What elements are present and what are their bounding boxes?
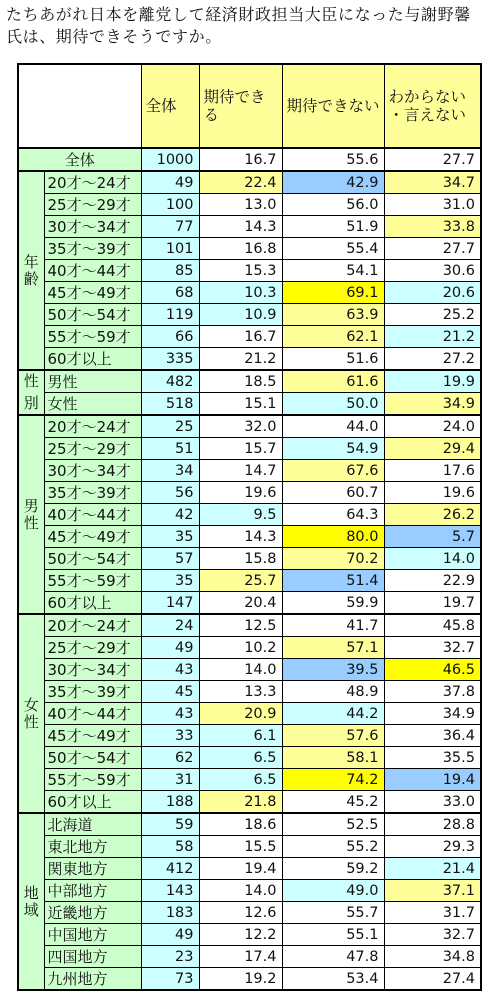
value-dont-know-cell: 19.7 <box>384 592 481 615</box>
group-label: 男性 <box>23 496 39 532</box>
row-label: 50才～54才 <box>44 304 141 326</box>
value-expect-cell: 32.0 <box>199 415 282 438</box>
sample-size-cell: 51 <box>141 438 199 460</box>
row-label: 40才～44才 <box>44 504 141 526</box>
sample-size-cell: 58 <box>141 836 199 858</box>
value-not-expect-cell: 61.6 <box>282 370 384 393</box>
value-expect-cell: 20.9 <box>199 703 282 725</box>
value-dont-know-cell: 19.4 <box>384 769 481 791</box>
value-dont-know-cell: 21.4 <box>384 858 481 880</box>
table-row <box>18 526 481 548</box>
row-label: 55才～59才 <box>44 769 141 791</box>
value-dont-know-cell: 34.9 <box>384 393 481 416</box>
sample-size-cell: 68 <box>141 282 199 304</box>
row-label: 40才～44才 <box>44 703 141 725</box>
value-not-expect-cell: 49.0 <box>282 880 384 902</box>
group-label: 女性 <box>23 695 39 731</box>
value-expect-cell: 12.6 <box>199 902 282 924</box>
sample-size-cell: 73 <box>141 968 199 991</box>
row-label: 35才～39才 <box>44 482 141 504</box>
results-table <box>17 63 482 991</box>
table-row <box>18 968 481 991</box>
value-expect-cell: 15.8 <box>199 548 282 570</box>
value-not-expect-cell: 57.6 <box>282 725 384 747</box>
sample-size-cell: 183 <box>141 902 199 924</box>
value-expect-cell: 15.5 <box>199 836 282 858</box>
row-label: 40才～44才 <box>44 260 141 282</box>
value-dont-know-cell: 27.7 <box>384 238 481 260</box>
sample-size-cell: 119 <box>141 304 199 326</box>
sample-size-cell: 482 <box>141 370 199 393</box>
value-dont-know-cell: 17.6 <box>384 460 481 482</box>
value-expect-cell: 10.2 <box>199 637 282 659</box>
value-expect-cell: 10.3 <box>199 282 282 304</box>
row-label: 20才～24才 <box>44 171 141 194</box>
sample-size-cell: 35 <box>141 570 199 592</box>
row-label: 全体 <box>18 148 141 171</box>
sample-size-cell: 335 <box>141 348 199 371</box>
value-expect-cell: 12.2 <box>199 924 282 946</box>
row-label: 35才～39才 <box>44 238 141 260</box>
value-expect-cell: 14.3 <box>199 216 282 238</box>
value-expect-cell: 18.6 <box>199 813 282 836</box>
value-not-expect-cell: 55.6 <box>282 148 384 171</box>
table-row <box>18 460 481 482</box>
value-expect-cell: 14.0 <box>199 880 282 902</box>
value-not-expect-cell: 60.7 <box>282 482 384 504</box>
value-dont-know-cell: 32.7 <box>384 637 481 659</box>
value-dont-know-cell: 29.3 <box>384 836 481 858</box>
value-expect-cell: 6.5 <box>199 747 282 769</box>
value-expect-cell: 14.3 <box>199 526 282 548</box>
value-not-expect-cell: 64.3 <box>282 504 384 526</box>
value-not-expect-cell: 45.2 <box>282 791 384 814</box>
value-dont-know-cell: 30.6 <box>384 260 481 282</box>
row-label: 50才～54才 <box>44 747 141 769</box>
value-not-expect-cell: 74.2 <box>282 769 384 791</box>
table-row <box>18 282 481 304</box>
row-label: 25才～29才 <box>44 438 141 460</box>
header-label: ・言えない <box>388 106 467 124</box>
table-row <box>18 326 481 348</box>
value-expect-cell: 9.5 <box>199 504 282 526</box>
group-label: 年齢 <box>23 252 39 288</box>
value-dont-know-cell: 34.7 <box>384 171 481 194</box>
value-dont-know-cell: 31.0 <box>384 194 481 216</box>
value-not-expect-cell: 69.1 <box>282 282 384 304</box>
row-label: 女性 <box>44 393 141 416</box>
table-row <box>18 946 481 968</box>
value-not-expect-cell: 44.0 <box>282 415 384 438</box>
value-dont-know-cell: 21.2 <box>384 326 481 348</box>
value-not-expect-cell: 62.1 <box>282 326 384 348</box>
row-label: 中部地方 <box>44 880 141 902</box>
row-label: 30才～34才 <box>44 659 141 681</box>
table-row <box>18 703 481 725</box>
value-not-expect-cell: 80.0 <box>282 526 384 548</box>
value-not-expect-cell: 50.0 <box>282 393 384 416</box>
value-dont-know-cell: 28.8 <box>384 813 481 836</box>
value-expect-cell: 16.7 <box>199 326 282 348</box>
table-row <box>18 260 481 282</box>
value-not-expect-cell: 54.1 <box>282 260 384 282</box>
header-label: わからない <box>388 88 467 106</box>
header-expect <box>199 64 282 148</box>
sample-size-cell: 25 <box>141 415 199 438</box>
value-dont-know-cell: 46.5 <box>384 659 481 681</box>
value-not-expect-cell: 51.6 <box>282 348 384 371</box>
value-expect-cell: 18.5 <box>199 370 282 393</box>
sample-size-cell: 100 <box>141 194 199 216</box>
header-label: 期待できない <box>286 97 380 115</box>
row-label: 50才～54才 <box>44 548 141 570</box>
value-not-expect-cell: 55.1 <box>282 924 384 946</box>
value-expect-cell: 20.4 <box>199 592 282 615</box>
group-label: 性別 <box>23 372 39 412</box>
header-dont-know <box>384 64 481 148</box>
value-expect-cell: 21.8 <box>199 791 282 814</box>
value-expect-cell: 21.2 <box>199 348 282 371</box>
value-not-expect-cell: 70.2 <box>282 548 384 570</box>
row-label: 55才～59才 <box>44 326 141 348</box>
row-label: 25才～29才 <box>44 194 141 216</box>
row-label: 45才～49才 <box>44 725 141 747</box>
row-label: 20才～24才 <box>44 614 141 637</box>
row-label: 北海道 <box>44 813 141 836</box>
header-corner <box>18 64 141 148</box>
table-row <box>18 637 481 659</box>
value-dont-know-cell: 22.9 <box>384 570 481 592</box>
value-expect-cell: 10.9 <box>199 304 282 326</box>
value-not-expect-cell: 56.0 <box>282 194 384 216</box>
value-not-expect-cell: 44.2 <box>282 703 384 725</box>
sample-size-cell: 45 <box>141 681 199 703</box>
row-label: 45才～49才 <box>44 282 141 304</box>
table-row <box>18 836 481 858</box>
value-dont-know-cell: 34.9 <box>384 703 481 725</box>
table-row <box>18 438 481 460</box>
sample-size-cell: 62 <box>141 747 199 769</box>
sample-size-cell: 49 <box>141 637 199 659</box>
value-expect-cell: 13.0 <box>199 194 282 216</box>
value-expect-cell: 25.7 <box>199 570 282 592</box>
value-dont-know-cell: 35.5 <box>384 747 481 769</box>
sample-size-cell: 85 <box>141 260 199 282</box>
header-label: る <box>203 106 220 124</box>
row-label: 25才～29才 <box>44 637 141 659</box>
header-label: 期待でき <box>203 88 266 106</box>
value-not-expect-cell: 55.7 <box>282 902 384 924</box>
table-row <box>18 614 481 637</box>
value-dont-know-cell: 27.2 <box>384 348 481 371</box>
table-row <box>18 659 481 681</box>
value-expect-cell: 15.1 <box>199 393 282 416</box>
value-not-expect-cell: 55.2 <box>282 836 384 858</box>
sample-size-cell: 23 <box>141 946 199 968</box>
value-not-expect-cell: 52.5 <box>282 813 384 836</box>
title-line: 氏は、期待できそうですか。 <box>6 27 222 46</box>
table-row <box>18 548 481 570</box>
table-row <box>18 171 481 194</box>
value-not-expect-cell: 41.7 <box>282 614 384 637</box>
row-label: 30才～34才 <box>44 460 141 482</box>
value-not-expect-cell: 58.1 <box>282 747 384 769</box>
table-row <box>18 902 481 924</box>
survey-question-title <box>6 4 488 48</box>
value-dont-know-cell: 19.9 <box>384 370 481 393</box>
sample-size-cell: 143 <box>141 880 199 902</box>
table-row <box>18 482 481 504</box>
sample-size-cell: 101 <box>141 238 199 260</box>
value-dont-know-cell: 32.7 <box>384 924 481 946</box>
row-label: 30才～34才 <box>44 216 141 238</box>
sample-size-cell: 77 <box>141 216 199 238</box>
value-dont-know-cell: 5.7 <box>384 526 481 548</box>
row-label: 四国地方 <box>44 946 141 968</box>
sample-size-cell: 33 <box>141 725 199 747</box>
value-not-expect-cell: 51.4 <box>282 570 384 592</box>
row-label: 20才～24才 <box>44 415 141 438</box>
value-dont-know-cell: 27.7 <box>384 148 481 171</box>
sample-size-cell: 412 <box>141 858 199 880</box>
sample-size-cell: 57 <box>141 548 199 570</box>
table-row <box>18 415 481 438</box>
group-label-cell <box>18 813 44 990</box>
row-label: 35才～39才 <box>44 681 141 703</box>
sample-size-cell: 59 <box>141 813 199 836</box>
row-label: 関東地方 <box>44 858 141 880</box>
title-line: たちあがれ日本を離党して経済財政担当大臣になった与謝野馨 <box>6 5 471 24</box>
sample-size-cell: 49 <box>141 171 199 194</box>
value-expect-cell: 19.2 <box>199 968 282 991</box>
value-not-expect-cell: 63.9 <box>282 304 384 326</box>
table-row <box>18 370 481 393</box>
table-row <box>18 148 481 171</box>
value-dont-know-cell: 27.4 <box>384 968 481 991</box>
group-label-cell <box>18 370 44 415</box>
value-dont-know-cell: 45.8 <box>384 614 481 637</box>
value-not-expect-cell: 55.4 <box>282 238 384 260</box>
value-expect-cell: 14.0 <box>199 659 282 681</box>
value-expect-cell: 16.7 <box>199 148 282 171</box>
value-expect-cell: 16.8 <box>199 238 282 260</box>
value-dont-know-cell: 33.8 <box>384 216 481 238</box>
table-body <box>18 148 481 990</box>
sample-size-cell: 24 <box>141 614 199 637</box>
table-row <box>18 924 481 946</box>
value-dont-know-cell: 26.2 <box>384 504 481 526</box>
value-expect-cell: 6.5 <box>199 769 282 791</box>
row-label: 東北地方 <box>44 836 141 858</box>
value-dont-know-cell: 37.8 <box>384 681 481 703</box>
value-expect-cell: 15.7 <box>199 438 282 460</box>
value-not-expect-cell: 67.6 <box>282 460 384 482</box>
sample-size-cell: 518 <box>141 393 199 416</box>
group-label-cell <box>18 614 44 813</box>
group-label: 地域 <box>23 883 39 919</box>
value-dont-know-cell: 20.6 <box>384 282 481 304</box>
table-row <box>18 393 481 416</box>
sample-size-cell: 66 <box>141 326 199 348</box>
header-row <box>18 64 481 148</box>
value-not-expect-cell: 57.1 <box>282 637 384 659</box>
table-row <box>18 194 481 216</box>
row-label: 45才～49才 <box>44 526 141 548</box>
row-label: 近畿地方 <box>44 902 141 924</box>
table-row <box>18 592 481 615</box>
value-expect-cell: 14.7 <box>199 460 282 482</box>
sample-size-cell: 34 <box>141 460 199 482</box>
value-dont-know-cell: 36.4 <box>384 725 481 747</box>
value-not-expect-cell: 59.2 <box>282 858 384 880</box>
value-expect-cell: 6.1 <box>199 725 282 747</box>
sample-size-cell: 147 <box>141 592 199 615</box>
value-dont-know-cell: 31.7 <box>384 902 481 924</box>
value-not-expect-cell: 54.9 <box>282 438 384 460</box>
row-label: 60才以上 <box>44 791 141 814</box>
value-dont-know-cell: 33.0 <box>384 791 481 814</box>
sample-size-cell: 188 <box>141 791 199 814</box>
header-total <box>141 64 199 148</box>
sample-size-cell: 35 <box>141 526 199 548</box>
sample-size-cell: 43 <box>141 703 199 725</box>
table-row <box>18 681 481 703</box>
value-not-expect-cell: 39.5 <box>282 659 384 681</box>
sample-size-cell: 31 <box>141 769 199 791</box>
header-not-expect <box>282 64 384 148</box>
row-label: 55才～59才 <box>44 570 141 592</box>
sample-size-cell: 1000 <box>141 148 199 171</box>
row-label: 男性 <box>44 370 141 393</box>
value-expect-cell: 12.5 <box>199 614 282 637</box>
row-label: 60才以上 <box>44 348 141 371</box>
value-dont-know-cell: 29.4 <box>384 438 481 460</box>
value-expect-cell: 13.3 <box>199 681 282 703</box>
value-dont-know-cell: 19.6 <box>384 482 481 504</box>
table-row <box>18 238 481 260</box>
sample-size-cell: 49 <box>141 924 199 946</box>
value-expect-cell: 15.3 <box>199 260 282 282</box>
value-dont-know-cell: 24.0 <box>384 415 481 438</box>
value-expect-cell: 19.6 <box>199 482 282 504</box>
sample-size-cell: 56 <box>141 482 199 504</box>
sample-size-cell: 43 <box>141 659 199 681</box>
group-label-cell <box>18 415 44 614</box>
table-row <box>18 216 481 238</box>
table-row <box>18 858 481 880</box>
table-row <box>18 304 481 326</box>
value-dont-know-cell: 25.2 <box>384 304 481 326</box>
sample-size-cell: 42 <box>141 504 199 526</box>
value-not-expect-cell: 59.9 <box>282 592 384 615</box>
value-not-expect-cell: 53.4 <box>282 968 384 991</box>
value-dont-know-cell: 37.1 <box>384 880 481 902</box>
value-not-expect-cell: 47.8 <box>282 946 384 968</box>
value-expect-cell: 17.4 <box>199 946 282 968</box>
table-row <box>18 348 481 371</box>
table-row <box>18 769 481 791</box>
value-not-expect-cell: 48.9 <box>282 681 384 703</box>
table-row <box>18 570 481 592</box>
header-label: 全体 <box>145 97 177 115</box>
value-expect-cell: 22.4 <box>199 171 282 194</box>
row-label: 中国地方 <box>44 924 141 946</box>
value-dont-know-cell: 14.0 <box>384 548 481 570</box>
table-row <box>18 747 481 769</box>
table-row <box>18 791 481 814</box>
row-label: 60才以上 <box>44 592 141 615</box>
table-row <box>18 504 481 526</box>
value-not-expect-cell: 42.9 <box>282 171 384 194</box>
group-label-cell <box>18 171 44 370</box>
table-row <box>18 813 481 836</box>
value-expect-cell: 19.4 <box>199 858 282 880</box>
table-row <box>18 725 481 747</box>
table-row <box>18 880 481 902</box>
row-label: 九州地方 <box>44 968 141 991</box>
value-not-expect-cell: 51.9 <box>282 216 384 238</box>
value-dont-know-cell: 34.8 <box>384 946 481 968</box>
